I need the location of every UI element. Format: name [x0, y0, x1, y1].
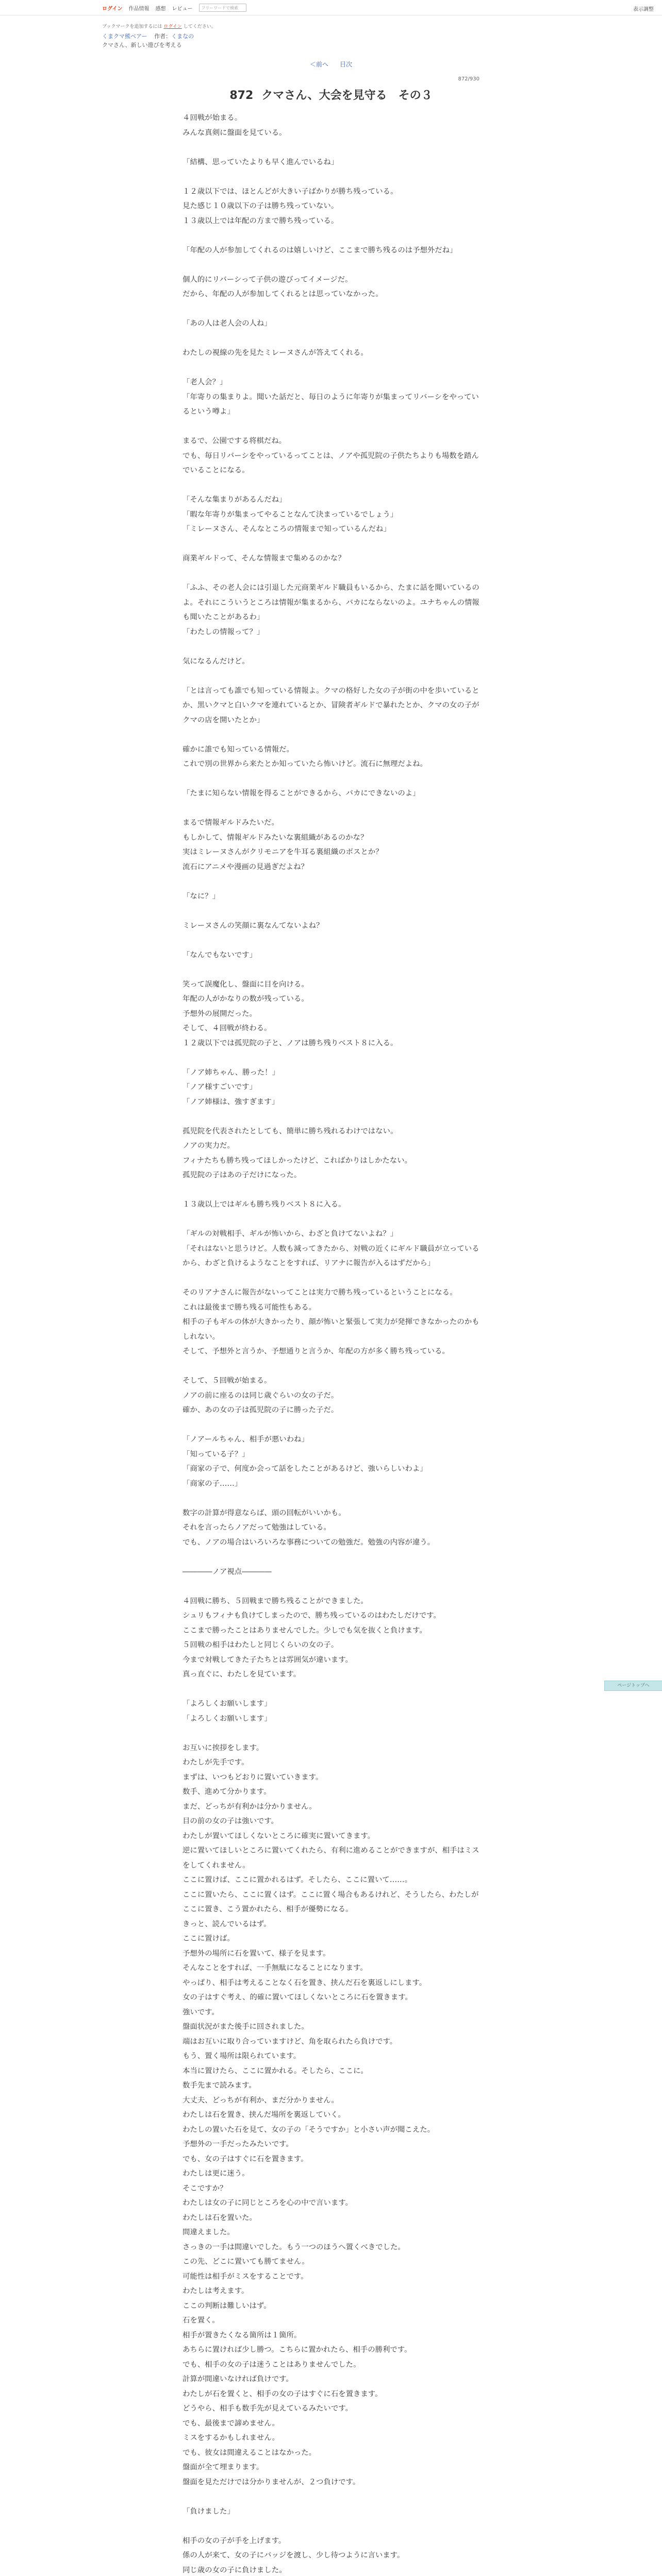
novel-line: 流石にアニメや漫画の見過ぎだよね？: [183, 862, 308, 871]
section-break: ――――ノア視点――――: [183, 1567, 272, 1576]
novel-title-link[interactable]: くまクマ熊ベアー: [102, 33, 147, 40]
novel-line: 個人的にリバーシって子供の遊びってイメージだ。: [183, 275, 353, 284]
novel-line: これは最後まで勝ち残る可能性もある。: [183, 1303, 317, 1312]
novel-line: 逆に置いてほしいところに置いてくれたら、有利に進めることができますが、相手はミスをしてくれません。: [183, 1846, 479, 1870]
novel-line: わたしは考えます。: [183, 2287, 249, 2295]
bookmark-login-link[interactable]: ログイン: [163, 24, 182, 29]
novel-line: わたしは石を置いた。: [183, 2213, 257, 2222]
novel-line: 実はミレーヌさんがクリモニアを牛耳る裏組織のボスとか？: [183, 848, 383, 856]
novel-paragraph: [183, 816, 479, 874]
menu-impressions-link[interactable]: 感想: [155, 6, 166, 12]
novel-line: 「なに？」: [183, 892, 220, 901]
novel-paragraph: [183, 654, 479, 669]
novel-line: 確かに誰でも知っている情報だ。: [183, 745, 294, 754]
novel-line: 端はお互いに取り合っていますけど、角を取られたら負けです。: [183, 2037, 398, 2046]
novel-paragraph: [183, 1197, 479, 1212]
novel-paragraph: [183, 316, 479, 331]
menu-reviews-link[interactable]: レビュー: [172, 6, 193, 12]
novel-line: 女の子はすぐ考え、的確に置いてほしくないところに石を置きます。: [183, 1993, 412, 2002]
novel-line: ここに置いたら、ここに置くはず。ここに置く場合もあるけれど、そうしたら、わたしがここに置き、こう置かれたら、相手が優勢になる。: [183, 1890, 479, 1913]
novel-line: １２歳以下では孤児院の子と、ノアは勝ち残りベスト８に入る。: [183, 1039, 398, 1047]
novel-line: まるで、公園でする将棋だね。: [183, 437, 287, 445]
novel-line: 強いです。: [183, 2008, 219, 2016]
novel-line: ５回戦の相手はわたしと同じくらいの女の子。: [183, 1641, 339, 1649]
novel-line: まるで情報ギルドみたいだ。: [183, 819, 279, 827]
novel-line: ノアの実力だ。: [183, 1142, 235, 1150]
novel-line: 予想外の場所に石を置いて、様子を見ます。: [183, 1949, 330, 1958]
novel-line: ここに置けば、ここに置かれるはず。そしたら、ここに置いて……。: [183, 1876, 412, 1884]
novel-line: そんなことをすれば、一手無駄になることになります。: [183, 1964, 368, 1972]
novel-line: 気になるんだけど。: [183, 657, 250, 666]
novel-line: 「ミレーヌさん、そんなところの情報まで知っているんだね」: [183, 525, 391, 533]
novel-line: 相手の女の子が手を上げます。: [183, 2536, 286, 2545]
bookmark-notice-prefix: ブックマークを追加するには: [102, 24, 162, 29]
novel-line: わたしは更に迷う。: [183, 2170, 250, 2178]
novel-line: 見た感じ１０歳以下の子は勝ち残っていない。: [183, 202, 339, 210]
novel-line: そこですか？: [183, 2184, 227, 2193]
novel-line: 「とは言っても誰でも知っている情報よ。クマの格好した女の子が街の中を歩いているとか、黒いクマと白いクマを連れているとか、冒険者ギルドで暴れたとか、クマの女の子がクマの店を開いたとか」: [183, 686, 479, 724]
novel-line: ここまで勝ったことはありませんでした。少しでも気を抜くと負けます。: [183, 1626, 427, 1635]
novel-line: お互いに挨拶をします。: [183, 1743, 264, 1752]
novel-paragraph: [183, 1506, 479, 1550]
novel-line: そして、予想外と言うか、予想通りと言うか、年配の方が多く勝ち残っている。: [183, 1347, 450, 1355]
novel-paragraph: [183, 1697, 479, 1726]
novel-paragraph: [183, 1594, 479, 1682]
novel-line: わたしが先手です。: [183, 1758, 249, 1767]
novel-line: わたしが置いてほしくないところに確実に置いてきます。: [183, 1832, 375, 1840]
novel-line: 「よろしくお願いします」: [183, 1714, 272, 1723]
novel-paragraph: [183, 111, 479, 140]
novel-paragraph: [183, 1432, 479, 1491]
novel-line: フィナたちも勝ち残ってほしかったけど、こればかりはしかたない。: [183, 1156, 412, 1165]
novel-line: 今まで対戦してきた子たちとは雰囲気が違います。: [183, 1655, 353, 1664]
novel-line: そのリアナさんに報告がないってことは実力で勝ち残っているということになる。: [183, 1289, 457, 1297]
novel-line: 「ギルの対戦相手、ギルが怖いから、わざと負けてないよね？」: [183, 1230, 398, 1238]
novel-line: 同じ歳の女の子に負けました。: [183, 2566, 287, 2574]
display-settings-link[interactable]: 表示調整: [633, 7, 654, 12]
novel-line: 「商家の子で、何度か会って話をしたことがあるけど、強いらしいわよ」: [183, 1465, 427, 1473]
novel-line: 笑って誤魔化し、盤面に目を向ける。: [183, 980, 309, 989]
novel-line: わたしは女の子に同じところを心の中で言います。: [183, 2199, 353, 2207]
novel-paragraph: [183, 786, 479, 801]
novel-paragraph: [183, 1065, 479, 1110]
novel-line: そして、５回戦が始まる。: [183, 1377, 272, 1385]
novel-paragraph: [183, 581, 479, 639]
novel-info: [102, 32, 194, 40]
novel-line: 間違えました。: [183, 2228, 235, 2236]
novel-line: きっと、読んでいるはず。: [183, 1920, 271, 1928]
novel-line: でも、女の子はすぐに石を置きます。: [183, 2155, 308, 2163]
novel-line: もしかして、情報ギルドみたいな裏組織があるのかな？: [183, 833, 368, 842]
login-link[interactable]: ログイン: [102, 6, 123, 12]
novel-line: ４回戦に勝ち、５回戦まで勝ち残ることができました。: [183, 1597, 368, 1605]
novel-line: 予想外の展開だった。: [183, 1009, 257, 1018]
chapter-number: 872: [229, 89, 254, 102]
novel-paragraph: [183, 155, 479, 170]
novel-line: でも、ノアの場合はいろいろな事務についての勉強だ。勉強の内容が違う。: [183, 1538, 435, 1547]
novel-line: 本当に置けたら、ここに置かれる。そしたら、ここに。: [183, 2066, 368, 2075]
novel-paragraph: [183, 551, 479, 566]
novel-line: 数手先まで読みます。: [183, 2081, 256, 2090]
novel-line: でも、相手の女の子は迷うことはありませんでした。: [183, 2360, 361, 2369]
novel-line: １３歳以上ではギルも勝ち残りベスト８に入る。: [183, 1200, 346, 1209]
novel-line: 「結構、思っていたよりも早く進んでいるね」: [183, 158, 339, 166]
novel-line: 「暇な年寄りが集まってやることなんて決まっているでしょう」: [183, 510, 398, 519]
top-bar-menu: [102, 0, 246, 15]
novel-line: やっぱり、相手は考えることなく石を置き、挟んだ石を裏返しにします。: [183, 1978, 427, 1987]
novel-paragraph: [183, 889, 479, 904]
novel-line: 「ノアールちゃん、相手が悪いわね」: [183, 1435, 309, 1444]
novel-line: 「ノア姉様は、強すぎます」: [183, 1097, 279, 1106]
novel-paragraph: [183, 2534, 479, 2576]
novel-line: 「年寄りの集まりよ。聞いた話だと、毎日のように年寄りが集まってリバーシをやっているという噂よ」: [183, 393, 479, 416]
novel-paragraph: [183, 273, 479, 302]
author-label: 作者：: [154, 33, 172, 40]
novel-paragraph: [183, 1741, 479, 2490]
novel-line: 石を置く。: [183, 2316, 220, 2325]
novel-line: 「たまに知らない情報を得ることができるから、バカにできないのよ」: [183, 789, 420, 798]
novel-line: わたしが石を置くと、相手の女の子はすぐに石を置きます。: [183, 2389, 383, 2398]
novel-line: 「なんでもないです」: [183, 951, 257, 959]
page-top-button[interactable]: ページトップへ: [604, 1681, 662, 1691]
novel-line: 「そんな集まりがあるんだね」: [183, 496, 287, 504]
novel-line: 「よろしくお願いします」: [183, 1700, 272, 1708]
novel-line: 「あの人は老人会の人ね」: [183, 319, 272, 328]
novel-line: １２歳以下では、ほとんどが大きい子ばかりが勝ち残っている。: [183, 187, 398, 196]
novel-paragraph: [183, 977, 479, 1051]
novel-line: 「ノア姉ちゃん、勝った！」: [183, 1068, 279, 1077]
novel-line: 大丈夫、どっちが有利か、まだ分かりません。: [183, 2096, 339, 2105]
novel-line: ミスをするかもしれません。: [183, 2434, 279, 2442]
novel-paragraph: [183, 1285, 479, 1359]
menu-novel-info-link[interactable]: 作品情報: [128, 6, 150, 12]
novel-paragraph: [183, 1124, 479, 1183]
novel-line: そして、４回戦が終わる。: [183, 1024, 272, 1032]
novel-line: 孤児院の子はあの子だけになった。: [183, 1171, 302, 1179]
novel-line: わたしの視線の先を見たミレーヌさんが答えてくれる。: [183, 349, 368, 357]
novel-line: ミレーヌさんの笑顔に裏なんてないよね？: [183, 921, 324, 930]
novel-paragraph: [183, 1227, 479, 1271]
novel-line: だから、年配の人が参加してくれるとは思っていなかった。: [183, 290, 383, 298]
novel-line: 計算が間違いなければ負けです。: [183, 2375, 293, 2383]
bookmark-notice-suffix: してください。: [183, 24, 216, 29]
novel-line: 盤面が全て埋まります。: [183, 2463, 264, 2471]
novel-line: でも、最後まで諦めません。: [183, 2419, 279, 2428]
novel-text: [183, 111, 479, 2576]
novel-body-part-2: [183, 1594, 479, 2576]
chapter-subtitle: クマさん、大会を見守る その３: [261, 89, 433, 102]
chapter-group-title: クマさん、新しい遊びを考える: [102, 42, 182, 48]
author-link[interactable]: くまなの: [171, 33, 194, 40]
novel-line: ここの判断は難しいはず。: [183, 2301, 271, 2310]
novel-line: 「老人会？」: [183, 378, 227, 386]
novel-line: 孤児院を代表されたとしても、簡単に勝ち残れるわけではない。: [183, 1127, 398, 1136]
novel-line: 「ふふ、その老人会には引退した元商業ギルド職員もいるから、たまに話を聞いているのよ。それにこういうところは情報が集まるから、バカにならないのよ。ユナちゃんの情報も聞いたことがあるわ」: [183, 584, 479, 621]
novel-paragraph: [183, 184, 479, 229]
novel-paragraph: [183, 948, 479, 963]
novel-line: 「年配の人が参加してくれるのは嬉しいけど、ここまで勝ち残るのは予想外だね」: [183, 246, 457, 255]
table-of-contents-link[interactable]: 目次: [340, 61, 353, 68]
novel-paragraph: [183, 375, 479, 419]
novel-line: これで別の世界から来たとか知っていたら怖いけど。流石に無理だよね。: [183, 760, 427, 768]
novel-line: 「ノア様すごいです」: [183, 1083, 257, 1091]
chapter-progress: 872/930: [458, 76, 479, 82]
chapter-nav: [183, 60, 479, 69]
bookmark-notice: [102, 23, 216, 29]
prev-chapter-link[interactable]: ＜前へ: [309, 61, 328, 68]
novel-line: １３歳以上では年配の方まで勝ち残っている。: [183, 216, 339, 225]
novel-line: もう、置く場所は限られています。: [183, 2052, 301, 2060]
novel-paragraph: [183, 346, 479, 361]
novel-paragraph: [183, 684, 479, 728]
novel-line: 係の人が来て、女の子にバッジを渡し、少し待つように言います。: [183, 2551, 405, 2560]
novel-line: まだ、どっちが有利かは分かりません。: [183, 1802, 317, 1811]
novel-line: まずは、いつもどおりに置いていきます。: [183, 1773, 323, 1782]
novel-line: 確か、あの女の子は孤児院の子に勝った子だ。: [183, 1406, 339, 1414]
novel-line: どうやら、相手も数手先が見えているみたいです。: [183, 2404, 353, 2413]
novel-line: 可能性は相手がミスをすることです。: [183, 2272, 308, 2281]
novel-line: ４回戦が始まる。: [183, 114, 242, 122]
novel-line: あちらに置ければ少し勝つ。こちらに置かれたら、相手の勝利です。: [183, 2346, 412, 2354]
novel-line: 数字の計算が得意ならば、頭の回転がいいかも。: [183, 1509, 346, 1517]
novel-line: 「わたしの情報って？」: [183, 628, 264, 636]
search-input[interactable]: [199, 4, 246, 12]
novel-line: 盤面状況がまた後手に回されました。: [183, 2023, 309, 2031]
novel-paragraph: [183, 2504, 479, 2519]
novel-line: 相手が置きたくなる箇所は１箇所。: [183, 2331, 302, 2340]
novel-paragraph: [183, 1374, 479, 1418]
top-bar: [0, 0, 662, 15]
novel-line: でも、彼女は間違えることはなかった。: [183, 2448, 317, 2457]
novel-line: 「知っている子？」: [183, 1450, 250, 1459]
novel-body-part-1: [183, 111, 479, 1550]
novel-line: わたしは石を置き、挟んだ場所を裏返していく。: [183, 2111, 345, 2119]
novel-paragraph: [183, 493, 479, 537]
novel-line: 「商家の子……」: [183, 1479, 242, 1488]
novel-line: ここに置けば。: [183, 1935, 235, 1943]
chapter-title: [131, 87, 531, 103]
novel-line: でも、毎日リバーシをやっているってことは、ノアや孤児院の子供たちよりも場数を踏んでいることになる。: [183, 451, 479, 474]
novel-paragraph: [183, 742, 479, 772]
novel-paragraph: [183, 919, 479, 934]
novel-line: シュリもフィナも負けてしまったので、勝ち残っているのはわたしだけです。: [183, 1612, 441, 1620]
novel-paragraph: [183, 243, 479, 258]
novel-line: 盤面を見ただけでは分かりませんが、２つ負けです。: [183, 2478, 360, 2486]
novel-line: 相手の子もギルの体が大きかったり、顔が怖いと緊張して実力が発揮できなかったのかもしれない。: [183, 1318, 479, 1341]
novel-line: 「負けました」: [183, 2507, 235, 2516]
novel-line: 予想外の一手だったみたいです。: [183, 2140, 293, 2148]
novel-line: 年配の人がかなりの数が残っている。: [183, 995, 309, 1003]
novel-line: 真っ直ぐに、わたしを見ています。: [183, 1670, 301, 1679]
novel-line: 「それはないと思うけど。人数も減ってきたから、対戦の近くにギルド職員が立っているから、わざと負けるようなことをすれば、リアナに報告が入るはずだから」: [183, 1244, 479, 1267]
novel-line: それを言ったらノアだって勉強はしている。: [183, 1523, 331, 1532]
novel-line: さっきの一手は間違いでした。もう一つのほうへ置くべきでした。: [183, 2243, 405, 2251]
novel-line: 数手、進めて分かります。: [183, 1788, 271, 1796]
novel-line: 目の前の女の子は強いです。: [183, 1817, 278, 1825]
novel-line: この先、どこに置いても勝てません。: [183, 2258, 309, 2266]
novel-line: わたしの置いた石を見て、女の子の「そうですか」と小さい声が聞こえた。: [183, 2125, 435, 2134]
novel-line: ノアの前に座るのは同じ歳ぐらいの女の子だ。: [183, 1391, 339, 1400]
novel-line: 商業ギルドって、そんな情報まで集めるのかな？: [183, 554, 345, 563]
novel-line: みんな真剣に盤面を見ている。: [183, 128, 287, 137]
novel-paragraph: [183, 434, 479, 478]
